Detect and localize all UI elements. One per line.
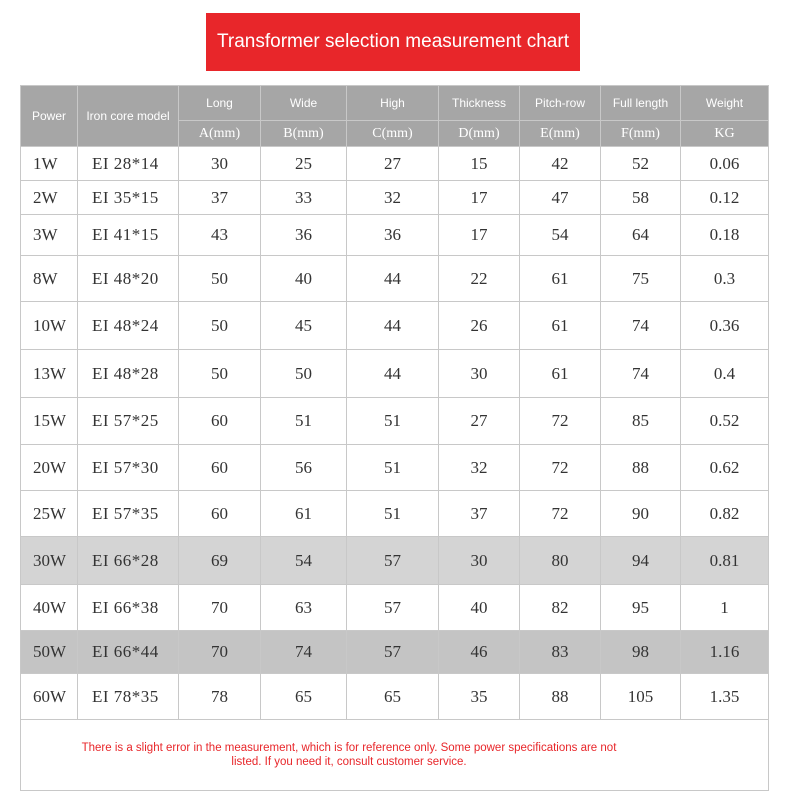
table-row (21, 147, 769, 181)
high-cell: 44 (347, 350, 439, 398)
wide-cell: 45 (261, 302, 347, 350)
thickness-cell: 40 (439, 585, 520, 631)
wide-cell: 65 (261, 674, 347, 720)
header-thickness: Thickness (439, 86, 520, 121)
unit-c: C(mm) (347, 121, 439, 147)
power-cell: 60W (21, 674, 78, 720)
unit-e: E(mm) (520, 121, 601, 147)
weight-cell: 0.82 (681, 491, 769, 537)
model-cell: EI 66*44 (78, 631, 179, 674)
full-length-cell: 98 (601, 631, 681, 674)
weight-cell: 1.35 (681, 674, 769, 720)
unit-a: A(mm) (179, 121, 261, 147)
thickness-cell: 35 (439, 674, 520, 720)
table-row (21, 491, 769, 537)
high-cell: 36 (347, 215, 439, 256)
header-power: Power (21, 86, 78, 147)
full-length-cell: 90 (601, 491, 681, 537)
full-length-cell: 85 (601, 398, 681, 445)
measurement-note-cell (21, 720, 769, 791)
long-cell: 78 (179, 674, 261, 720)
long-cell: 70 (179, 585, 261, 631)
model-cell: EI 66*28 (78, 537, 179, 585)
full-length-cell: 74 (601, 350, 681, 398)
weight-cell: 0.12 (681, 181, 769, 215)
table-row (21, 302, 769, 350)
full-length-cell: 105 (601, 674, 681, 720)
wide-cell: 33 (261, 181, 347, 215)
thickness-cell: 15 (439, 147, 520, 181)
high-cell: 51 (347, 491, 439, 537)
weight-cell: 0.4 (681, 350, 769, 398)
model-cell: EI 41*15 (78, 215, 179, 256)
pitch-row-cell: 80 (520, 537, 601, 585)
power-cell: 8W (21, 256, 78, 302)
high-cell: 57 (347, 631, 439, 674)
power-cell: 13W (21, 350, 78, 398)
wide-cell: 36 (261, 215, 347, 256)
power-cell: 30W (21, 537, 78, 585)
thickness-cell: 30 (439, 537, 520, 585)
table-row (21, 215, 769, 256)
header-long: Long (179, 86, 261, 121)
unit-d: D(mm) (439, 121, 520, 147)
model-cell: EI 48*28 (78, 350, 179, 398)
full-length-cell: 75 (601, 256, 681, 302)
model-cell: EI 78*35 (78, 674, 179, 720)
model-cell: EI 48*20 (78, 256, 179, 302)
pitch-row-cell: 83 (520, 631, 601, 674)
high-cell: 57 (347, 585, 439, 631)
unit-b: B(mm) (261, 121, 347, 147)
wide-cell: 63 (261, 585, 347, 631)
model-cell: EI 35*15 (78, 181, 179, 215)
power-cell: 20W (21, 445, 78, 491)
table-row (21, 445, 769, 491)
high-cell: 32 (347, 181, 439, 215)
pitch-row-cell: 42 (520, 147, 601, 181)
table-row (21, 585, 769, 631)
unit-kg: KG (681, 121, 769, 147)
full-length-cell: 64 (601, 215, 681, 256)
thickness-cell: 17 (439, 215, 520, 256)
pitch-row-cell: 54 (520, 215, 601, 256)
high-cell: 44 (347, 302, 439, 350)
power-cell: 50W (21, 631, 78, 674)
wide-cell: 74 (261, 631, 347, 674)
model-cell: EI 57*25 (78, 398, 179, 445)
table-row (21, 674, 769, 720)
long-cell: 60 (179, 445, 261, 491)
thickness-cell: 17 (439, 181, 520, 215)
model-cell: EI 66*38 (78, 585, 179, 631)
long-cell: 60 (179, 491, 261, 537)
high-cell: 51 (347, 398, 439, 445)
header-wide: Wide (261, 86, 347, 121)
header-weight: Weight (681, 86, 769, 121)
model-cell: EI 48*24 (78, 302, 179, 350)
full-length-cell: 52 (601, 147, 681, 181)
long-cell: 43 (179, 215, 261, 256)
power-cell: 2W (21, 181, 78, 215)
model-cell: EI 28*14 (78, 147, 179, 181)
thickness-cell: 37 (439, 491, 520, 537)
weight-cell: 0.52 (681, 398, 769, 445)
table-row (21, 398, 769, 445)
pitch-row-cell: 72 (520, 445, 601, 491)
long-cell: 70 (179, 631, 261, 674)
pitch-row-cell: 61 (520, 350, 601, 398)
wide-cell: 61 (261, 491, 347, 537)
weight-cell: 0.3 (681, 256, 769, 302)
model-cell: EI 57*35 (78, 491, 179, 537)
weight-cell: 0.62 (681, 445, 769, 491)
wide-cell: 56 (261, 445, 347, 491)
long-cell: 69 (179, 537, 261, 585)
long-cell: 30 (179, 147, 261, 181)
power-cell: 25W (21, 491, 78, 537)
power-cell: 40W (21, 585, 78, 631)
header-full-length: Full length (601, 86, 681, 121)
full-length-cell: 88 (601, 445, 681, 491)
table-row (21, 631, 769, 674)
pitch-row-cell: 72 (520, 491, 601, 537)
weight-cell: 0.36 (681, 302, 769, 350)
pitch-row-cell: 61 (520, 256, 601, 302)
pitch-row-cell: 61 (520, 302, 601, 350)
long-cell: 50 (179, 350, 261, 398)
high-cell: 27 (347, 147, 439, 181)
full-length-cell: 95 (601, 585, 681, 631)
high-cell: 65 (347, 674, 439, 720)
weight-cell: 0.18 (681, 215, 769, 256)
long-cell: 50 (179, 302, 261, 350)
chart-title: Transformer selection measurement chart (206, 13, 580, 71)
power-cell: 10W (21, 302, 78, 350)
header-high: High (347, 86, 439, 121)
transformer-spec-table (20, 85, 769, 791)
full-length-cell: 74 (601, 302, 681, 350)
measurement-note: There is a slight error in the measurement, which is for reference only. Some power specifications are not listed. If you need it, consult customer service. (81, 742, 617, 768)
table-body (21, 147, 769, 720)
high-cell: 44 (347, 256, 439, 302)
weight-cell: 0.81 (681, 537, 769, 585)
pitch-row-cell: 72 (520, 398, 601, 445)
thickness-cell: 27 (439, 398, 520, 445)
long-cell: 50 (179, 256, 261, 302)
wide-cell: 25 (261, 147, 347, 181)
thickness-cell: 30 (439, 350, 520, 398)
pitch-row-cell: 47 (520, 181, 601, 215)
pitch-row-cell: 88 (520, 674, 601, 720)
table-row (21, 181, 769, 215)
wide-cell: 54 (261, 537, 347, 585)
long-cell: 37 (179, 181, 261, 215)
long-cell: 60 (179, 398, 261, 445)
weight-cell: 0.06 (681, 147, 769, 181)
table-row (21, 350, 769, 398)
table-row (21, 537, 769, 585)
wide-cell: 40 (261, 256, 347, 302)
full-length-cell: 94 (601, 537, 681, 585)
thickness-cell: 26 (439, 302, 520, 350)
wide-cell: 51 (261, 398, 347, 445)
model-cell: EI 57*30 (78, 445, 179, 491)
header-iron-core-model: Iron core model (78, 86, 179, 147)
high-cell: 57 (347, 537, 439, 585)
table-row (21, 256, 769, 302)
thickness-cell: 32 (439, 445, 520, 491)
full-length-cell: 58 (601, 181, 681, 215)
thickness-cell: 22 (439, 256, 520, 302)
header-pitch-row: Pitch-row (520, 86, 601, 121)
power-cell: 3W (21, 215, 78, 256)
unit-f: F(mm) (601, 121, 681, 147)
power-cell: 1W (21, 147, 78, 181)
wide-cell: 50 (261, 350, 347, 398)
weight-cell: 1 (681, 585, 769, 631)
weight-cell: 1.16 (681, 631, 769, 674)
high-cell: 51 (347, 445, 439, 491)
power-cell: 15W (21, 398, 78, 445)
thickness-cell: 46 (439, 631, 520, 674)
pitch-row-cell: 82 (520, 585, 601, 631)
